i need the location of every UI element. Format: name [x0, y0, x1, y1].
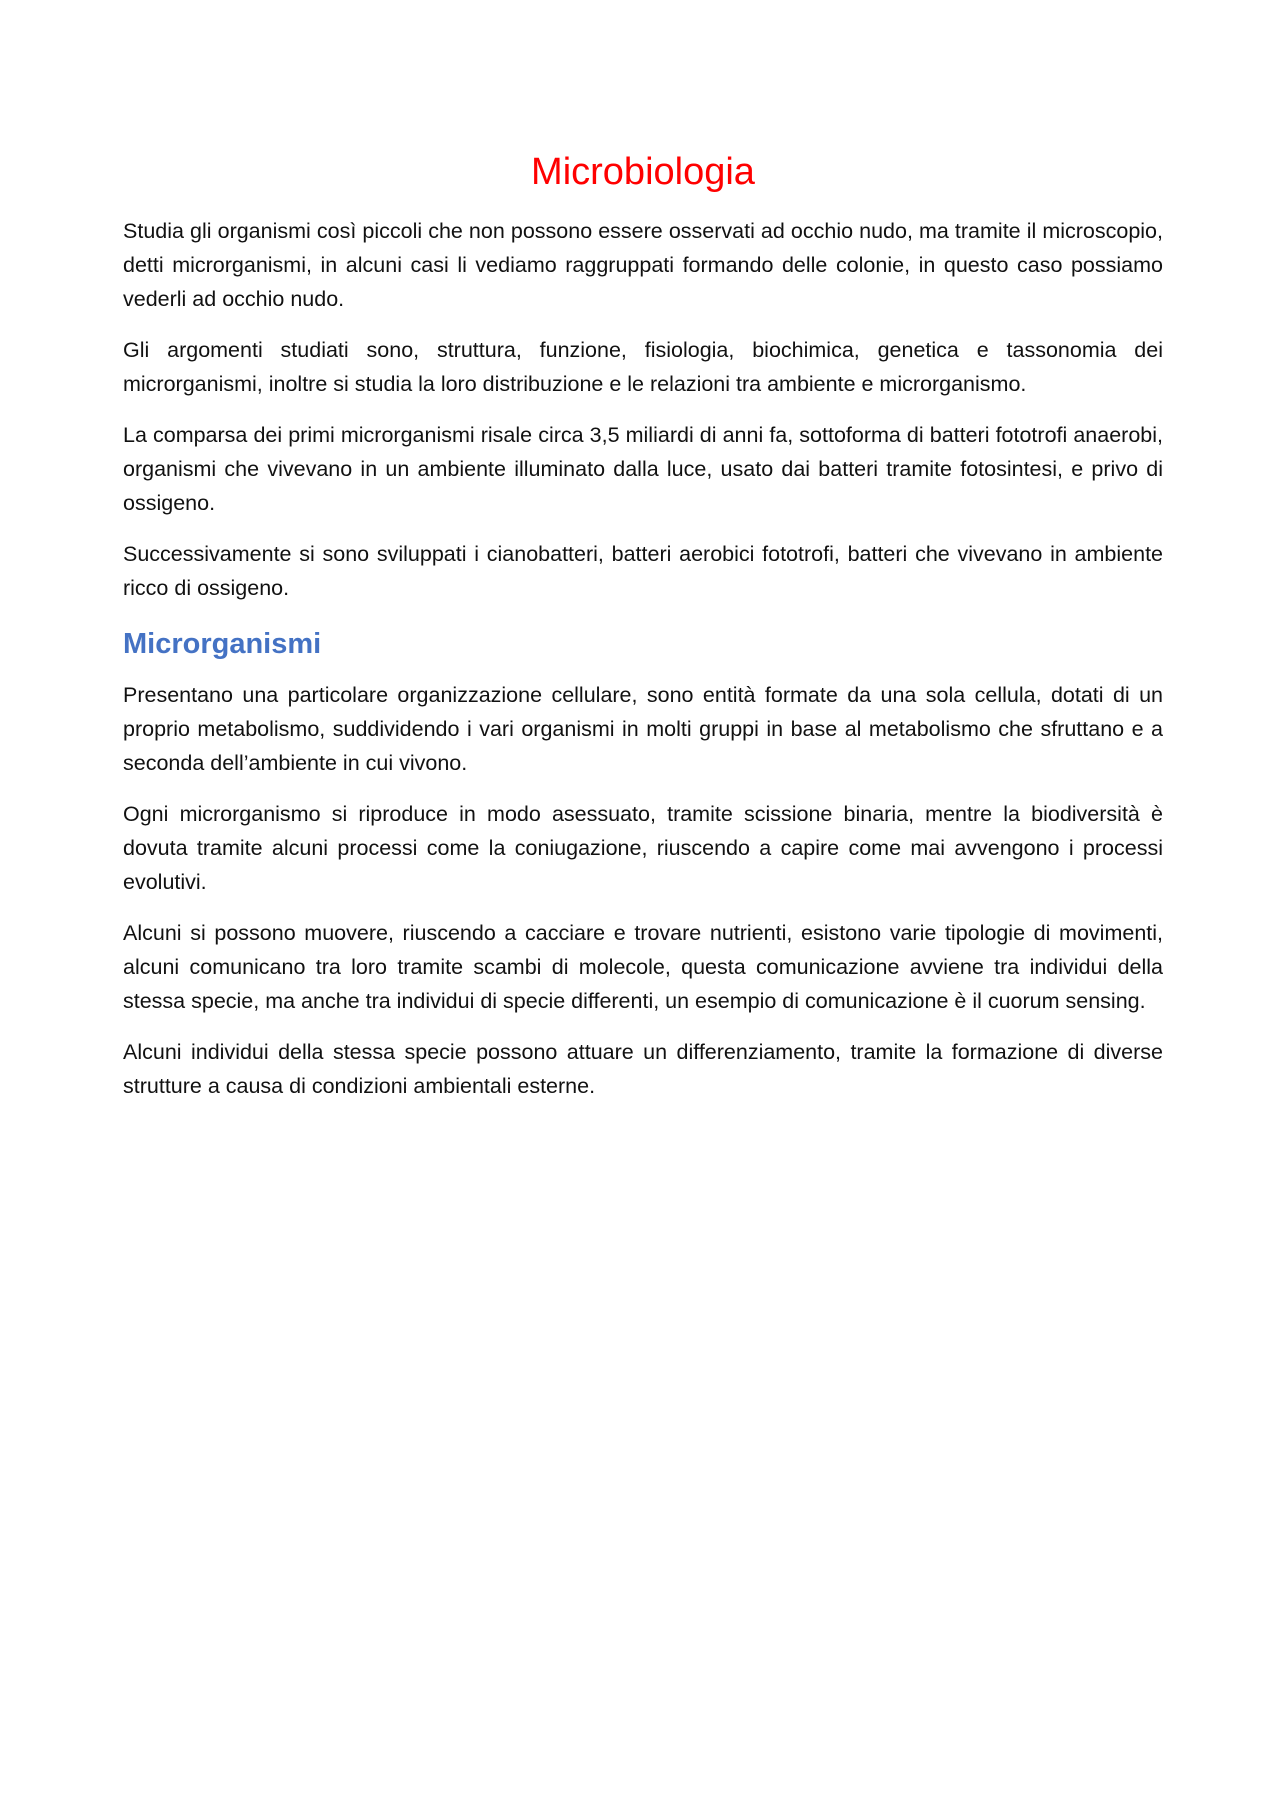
paragraph: Successivamente si sono sviluppati i cianobatteri, batteri aerobici fototrofi, batteri che vivevano in ambiente ricco di ossigeno.: [123, 541, 1163, 600]
paragraph: Ogni microrganismo si riproduce in modo asessuato, tramite scissione binaria, mentre la biodiversità è dovuta tramite alcuni processi come la coniugazione, riuscendo a capire come mai avvengono i processi evolutivi.: [123, 802, 1163, 895]
document-page: [123, 150, 1163, 1120]
paragraph: Gli argomenti studiati sono, struttura, funzione, fisiologia, biochimica, genetica e tassonomia dei microrganismi, inoltre si studia la loro distribuzione e le relazioni tra ambiente e microrganismo.: [123, 337, 1163, 396]
paragraph: La comparsa dei primi microrganismi risale circa 3,5 miliardi di anni fa, sottoforma di batteri fototrofi anaerobi, organismi che vivevano in un ambiente illuminato dalla luce, usato dai batteri tramite fotosintesi, e privo di ossigeno.: [123, 422, 1163, 515]
paragraph: Studia gli organismi così piccoli che non possono essere osservati ad occhio nudo, ma tramite il microscopio, detti microrganismi, in alcuni casi li vediamo raggruppati formando delle colonie, in questo caso possiamo vederli ad occhio nudo.: [123, 218, 1163, 311]
paragraph: Presentano una particolare organizzazione cellulare, sono entità formate da una sola cellula, dotati di un proprio metabolismo, suddividendo i vari organismi in molti gruppi in base al metabolismo che sfruttano e a seconda dell’ambiente in cui vivono.: [123, 683, 1163, 776]
paragraph: Alcuni si possono muovere, riuscendo a cacciare e trovare nutrienti, esistono varie tipologie di movimenti, alcuni comunicano tra loro tramite scambi di molecole, questa comunicazione avviene tra individui della stessa specie, ma anche tra individui di specie differenti, un esempio di comunicazione è il cuorum sensing.: [123, 921, 1163, 1014]
section-heading: Microrganismi: [123, 627, 322, 660]
paragraph: Alcuni individui della stessa specie possono attuare un differenziamento, tramite la formazione di diverse strutture a causa di condizioni ambientali esterne.: [123, 1040, 1163, 1099]
document-title: Microbiologia: [531, 151, 755, 193]
